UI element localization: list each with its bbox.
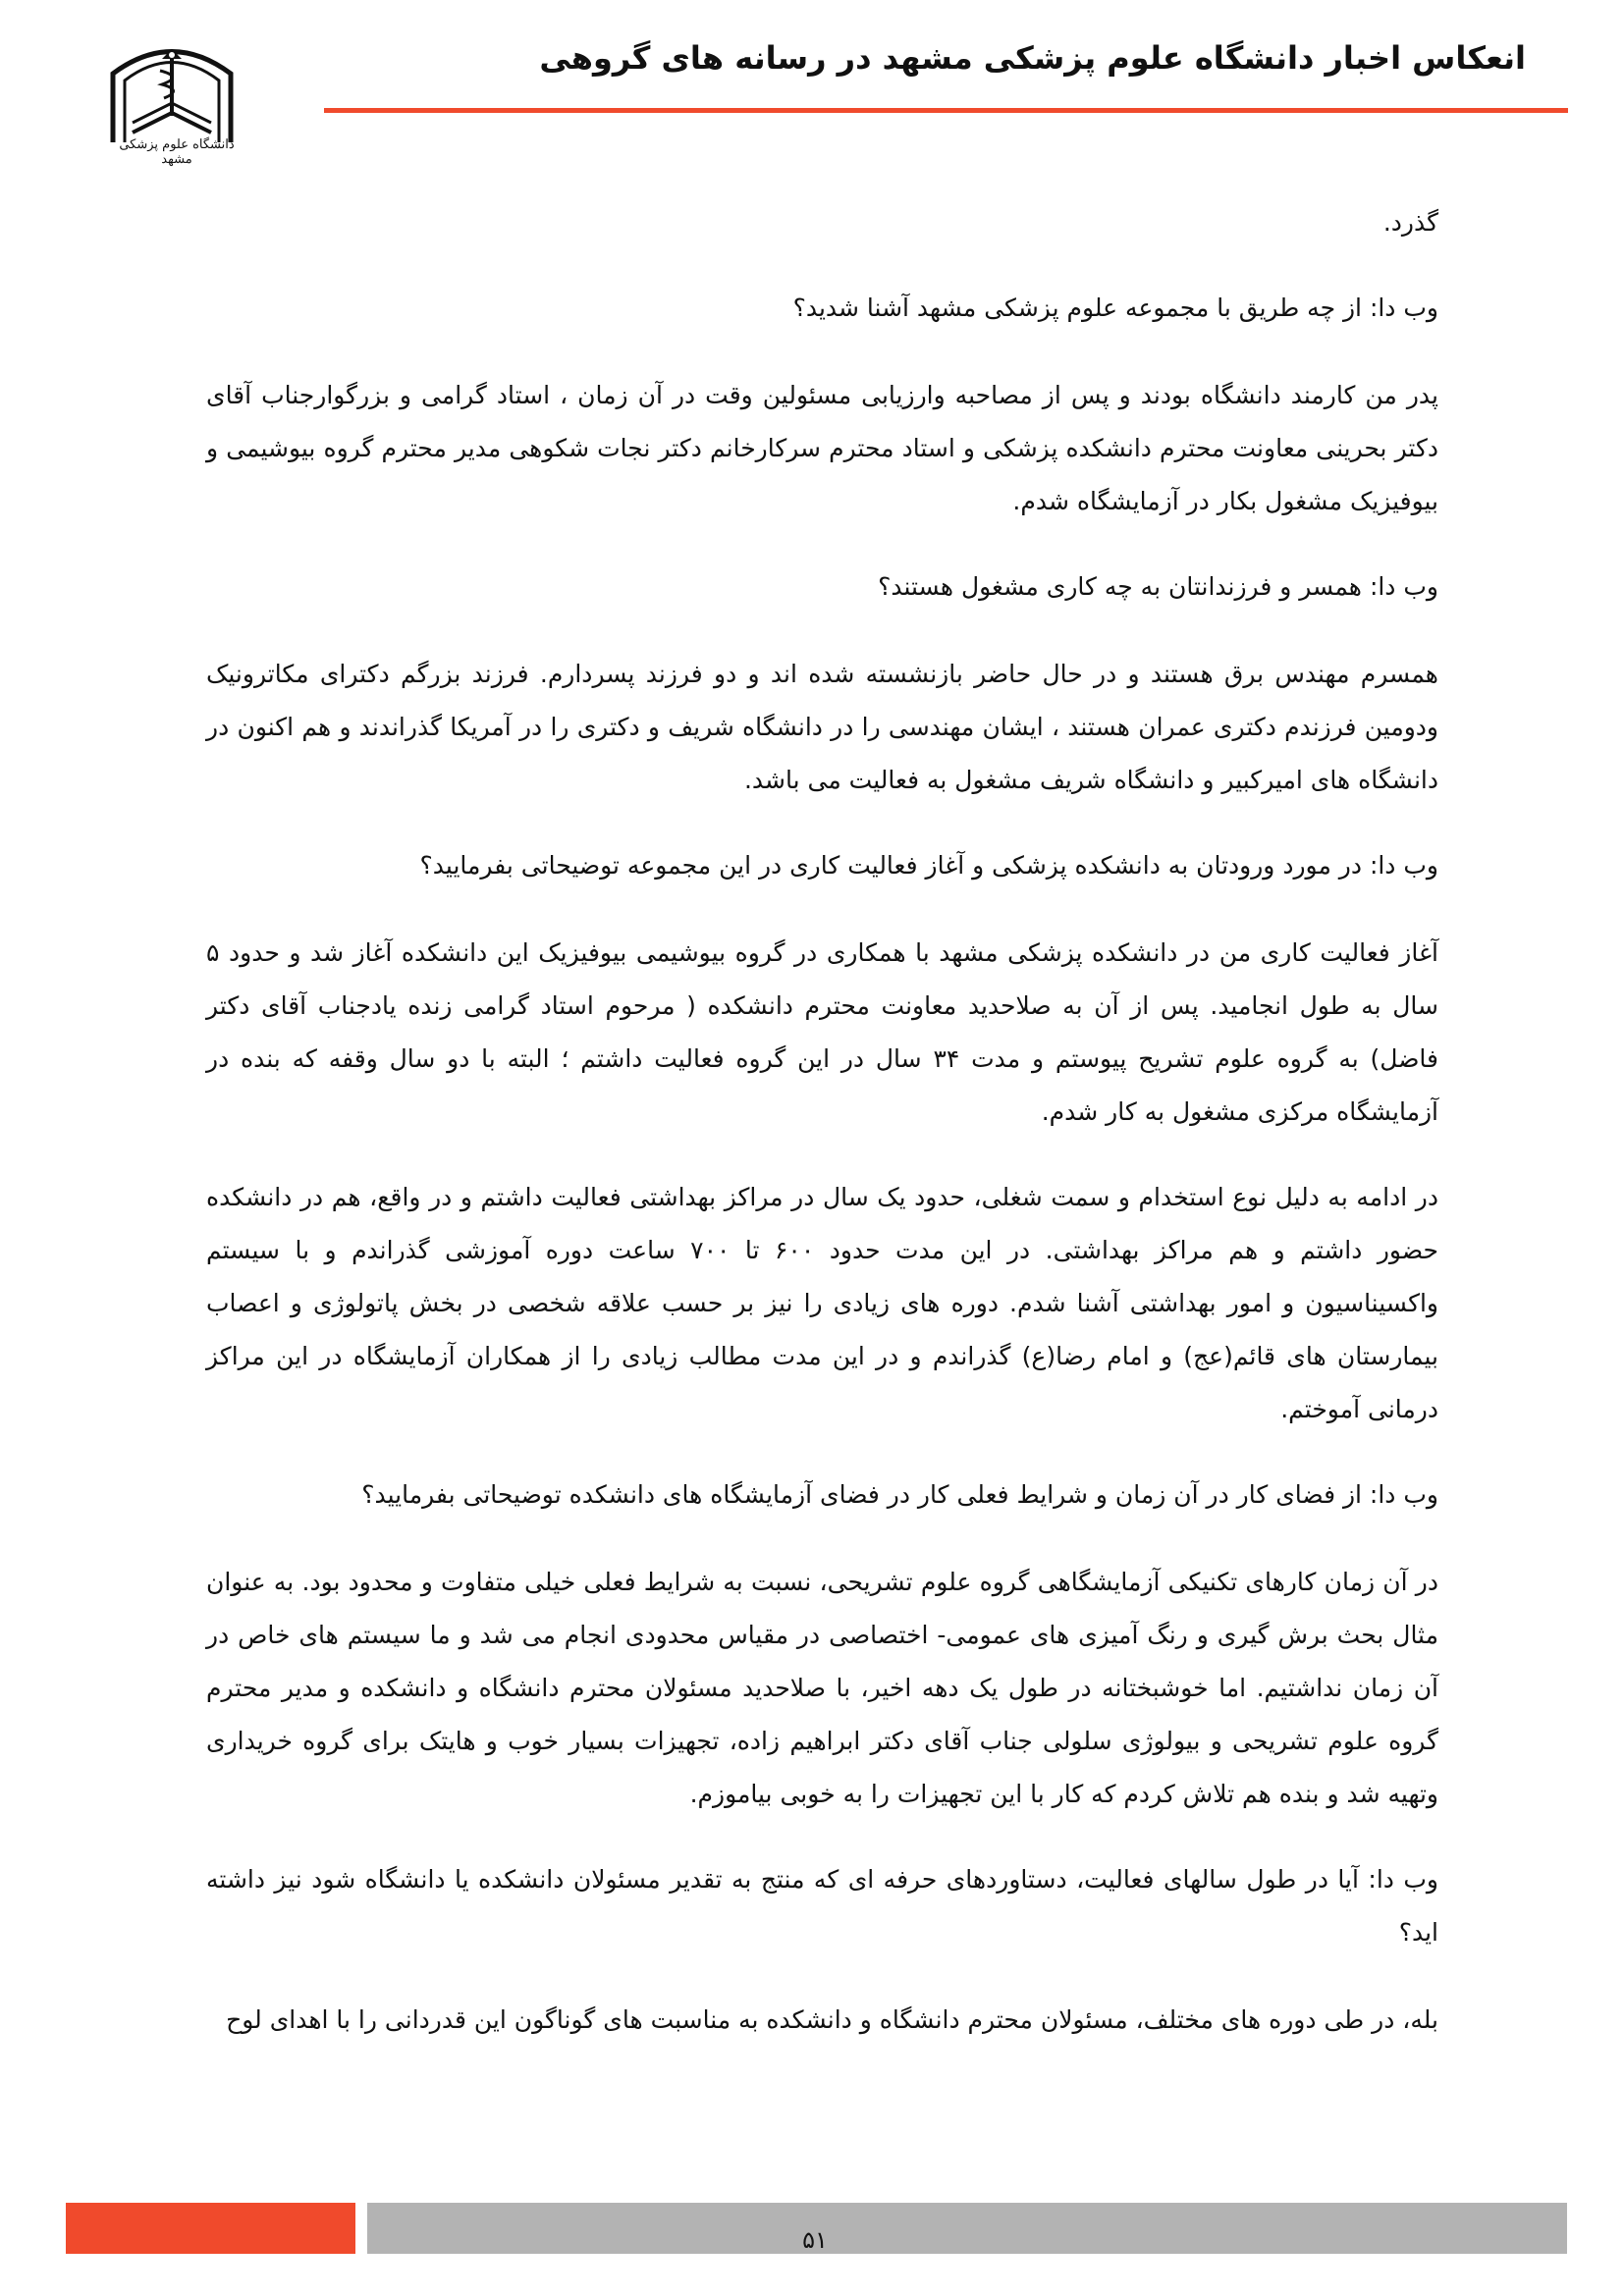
interview-question: وب دا: از چه طریق با مجموعه علوم پزشکی مشهد آشنا شدید؟: [792, 294, 1438, 322]
interview-question: وب دا: آیا در طول سالهای فعالیت، دستاوردهای حرفه ای که منتج به تقدیر مسئولان دانشکده یا دانشگاه شود نیز داشته اید؟: [206, 1865, 1438, 1947]
footer-bar: [367, 2203, 1567, 2254]
footer-accent-bar: [66, 2203, 355, 2254]
interview-answer: بله، در طی دوره های مختلف، مسئولان محترم دانشگاه و دانشکده به مناسبت های گوناگون این قدردانی را با اهدای لوح: [226, 2005, 1438, 2034]
header-divider: [324, 108, 1568, 113]
logo-caption: دانشگاه علوم پزشکی مشهد: [119, 137, 235, 167]
interview-answer: آغاز فعالیت کاری من در دانشکده پزشکی مشهد با همکاری در گروه بیوشیمی بیوفیزیک این دانشکده آغاز شد و حدود ۵ سال به طول انجامید. پس از آن به صلاحدید معاونت محترم دانشکده ( مرحوم استاد گرامی زنده یادجناب آقای دکتر فاضل) به گروه علوم تشریح پیوستم و مدت ۳۴ سال در این گروه فعالیت داشتم ؛ البته با دو سال وقفه که بنده در آزمایشگاه مرکزی مشغول به کار شدم.: [206, 938, 1438, 1126]
interview-question: وب دا: از فضای کار در آن زمان و شرایط فعلی کار در فضای آزمایشگاه های دانشکده توضیحاتی بفرمایید؟: [361, 1480, 1438, 1509]
logo-emblem-icon: [103, 39, 241, 147]
paragraph: گذرد.: [1382, 208, 1438, 237]
article-body: [206, 196, 1438, 2079]
interview-answer: پدر من کارمند دانشگاه بودند و پس از مصاحبه وارزیابی مسئولین وقت در آن زمان ، استاد گرامی و بزرگوارجناب آقای دکتر بحرینی معاونت محترم دانشکده پزشکی و استاد محترم سرکارخانم دکتر نجات شکوهی مدیر محترم گروه بیوشیمی و بیوفیزیک مشغول بکار در آزمایشگاه شدم.: [206, 381, 1438, 515]
interview-answer: در ادامه به دلیل نوع استخدام و سمت شغلی، حدود یک سال در مراکز بهداشتی فعالیت داشتم و در واقع، هم در دانشکده حضور داشتم و هم مراکز بهداشتی. در این مدت حدود ۶۰۰ تا ۷۰۰ ساعت دوره آموزشی گذراندم و با سیستم واکسیناسیون و امور بهداشتی آشنا شدم. دوره های زیادی را نیز بر حسب علاقه شخصی در بخش پاتولوژی و اعصاب بیمارستان های قائم(عج) و امام رضا(ع) گذراندم و در این مدت مطالب زیادی را از همکاران آزمایشگاه در این مراکز درمانی آموختم.: [206, 1183, 1438, 1423]
interview-answer: همسرم مهندس برق هستند و در حال حاضر بازنشسته شده اند و دو فرزند پسردارم. فرزند بزرگم دکترای مکاترونیک ودومین فرزندم دکتری عمران هستند ، ایشان مهندسی را در دانشگاه شریف و دکتری را در آمریکا گذراندند و هم اکنون در دانشگاه های امیرکبیر و دانشگاه شریف مشغول به فعالیت می باشد.: [206, 660, 1438, 794]
interview-answer: در آن زمان کارهای تکنیکی آزمایشگاهی گروه علوم تشریحی، نسبت به شرایط فعلی خیلی متفاوت و محدود بود. به عنوان مثال بحث برش گیری و رنگ آمیزی های عمومی- اختصاصی در مقیاس محدودی انجام می شد و ما سیستم های خاص در آن زمان نداشتیم. اما خوشبختانه در طول یک دهه اخیر، با صلاحدید مسئولان محترم دانشگاه و دانشکده و مدیر محترم گروه علوم تشریحی و بیولوژی سلولی جناب آقای دکتر ابراهیم زاده، تجهیزات بسیار خوب و هایتک برای گروه خریداری وتهیه شد و بنده هم تلاش کردم که کار با این تجهیزات را به خوبی بیاموزم.: [206, 1568, 1438, 1808]
page-number: ۵۱: [802, 2226, 828, 2254]
interview-question: وب دا: همسر و فرزندانتان به چه کاری مشغول هستند؟: [878, 572, 1438, 601]
interview-question: وب دا: در مورد ورودتان به دانشکده پزشکی و آغاز فعالیت کاری در این مجموعه توضیحاتی بفرمایید؟: [419, 851, 1438, 880]
page-header-title: انعکاس اخبار دانشگاه علوم پزشکی مشهد در رسانه های گروهی: [539, 39, 1526, 77]
